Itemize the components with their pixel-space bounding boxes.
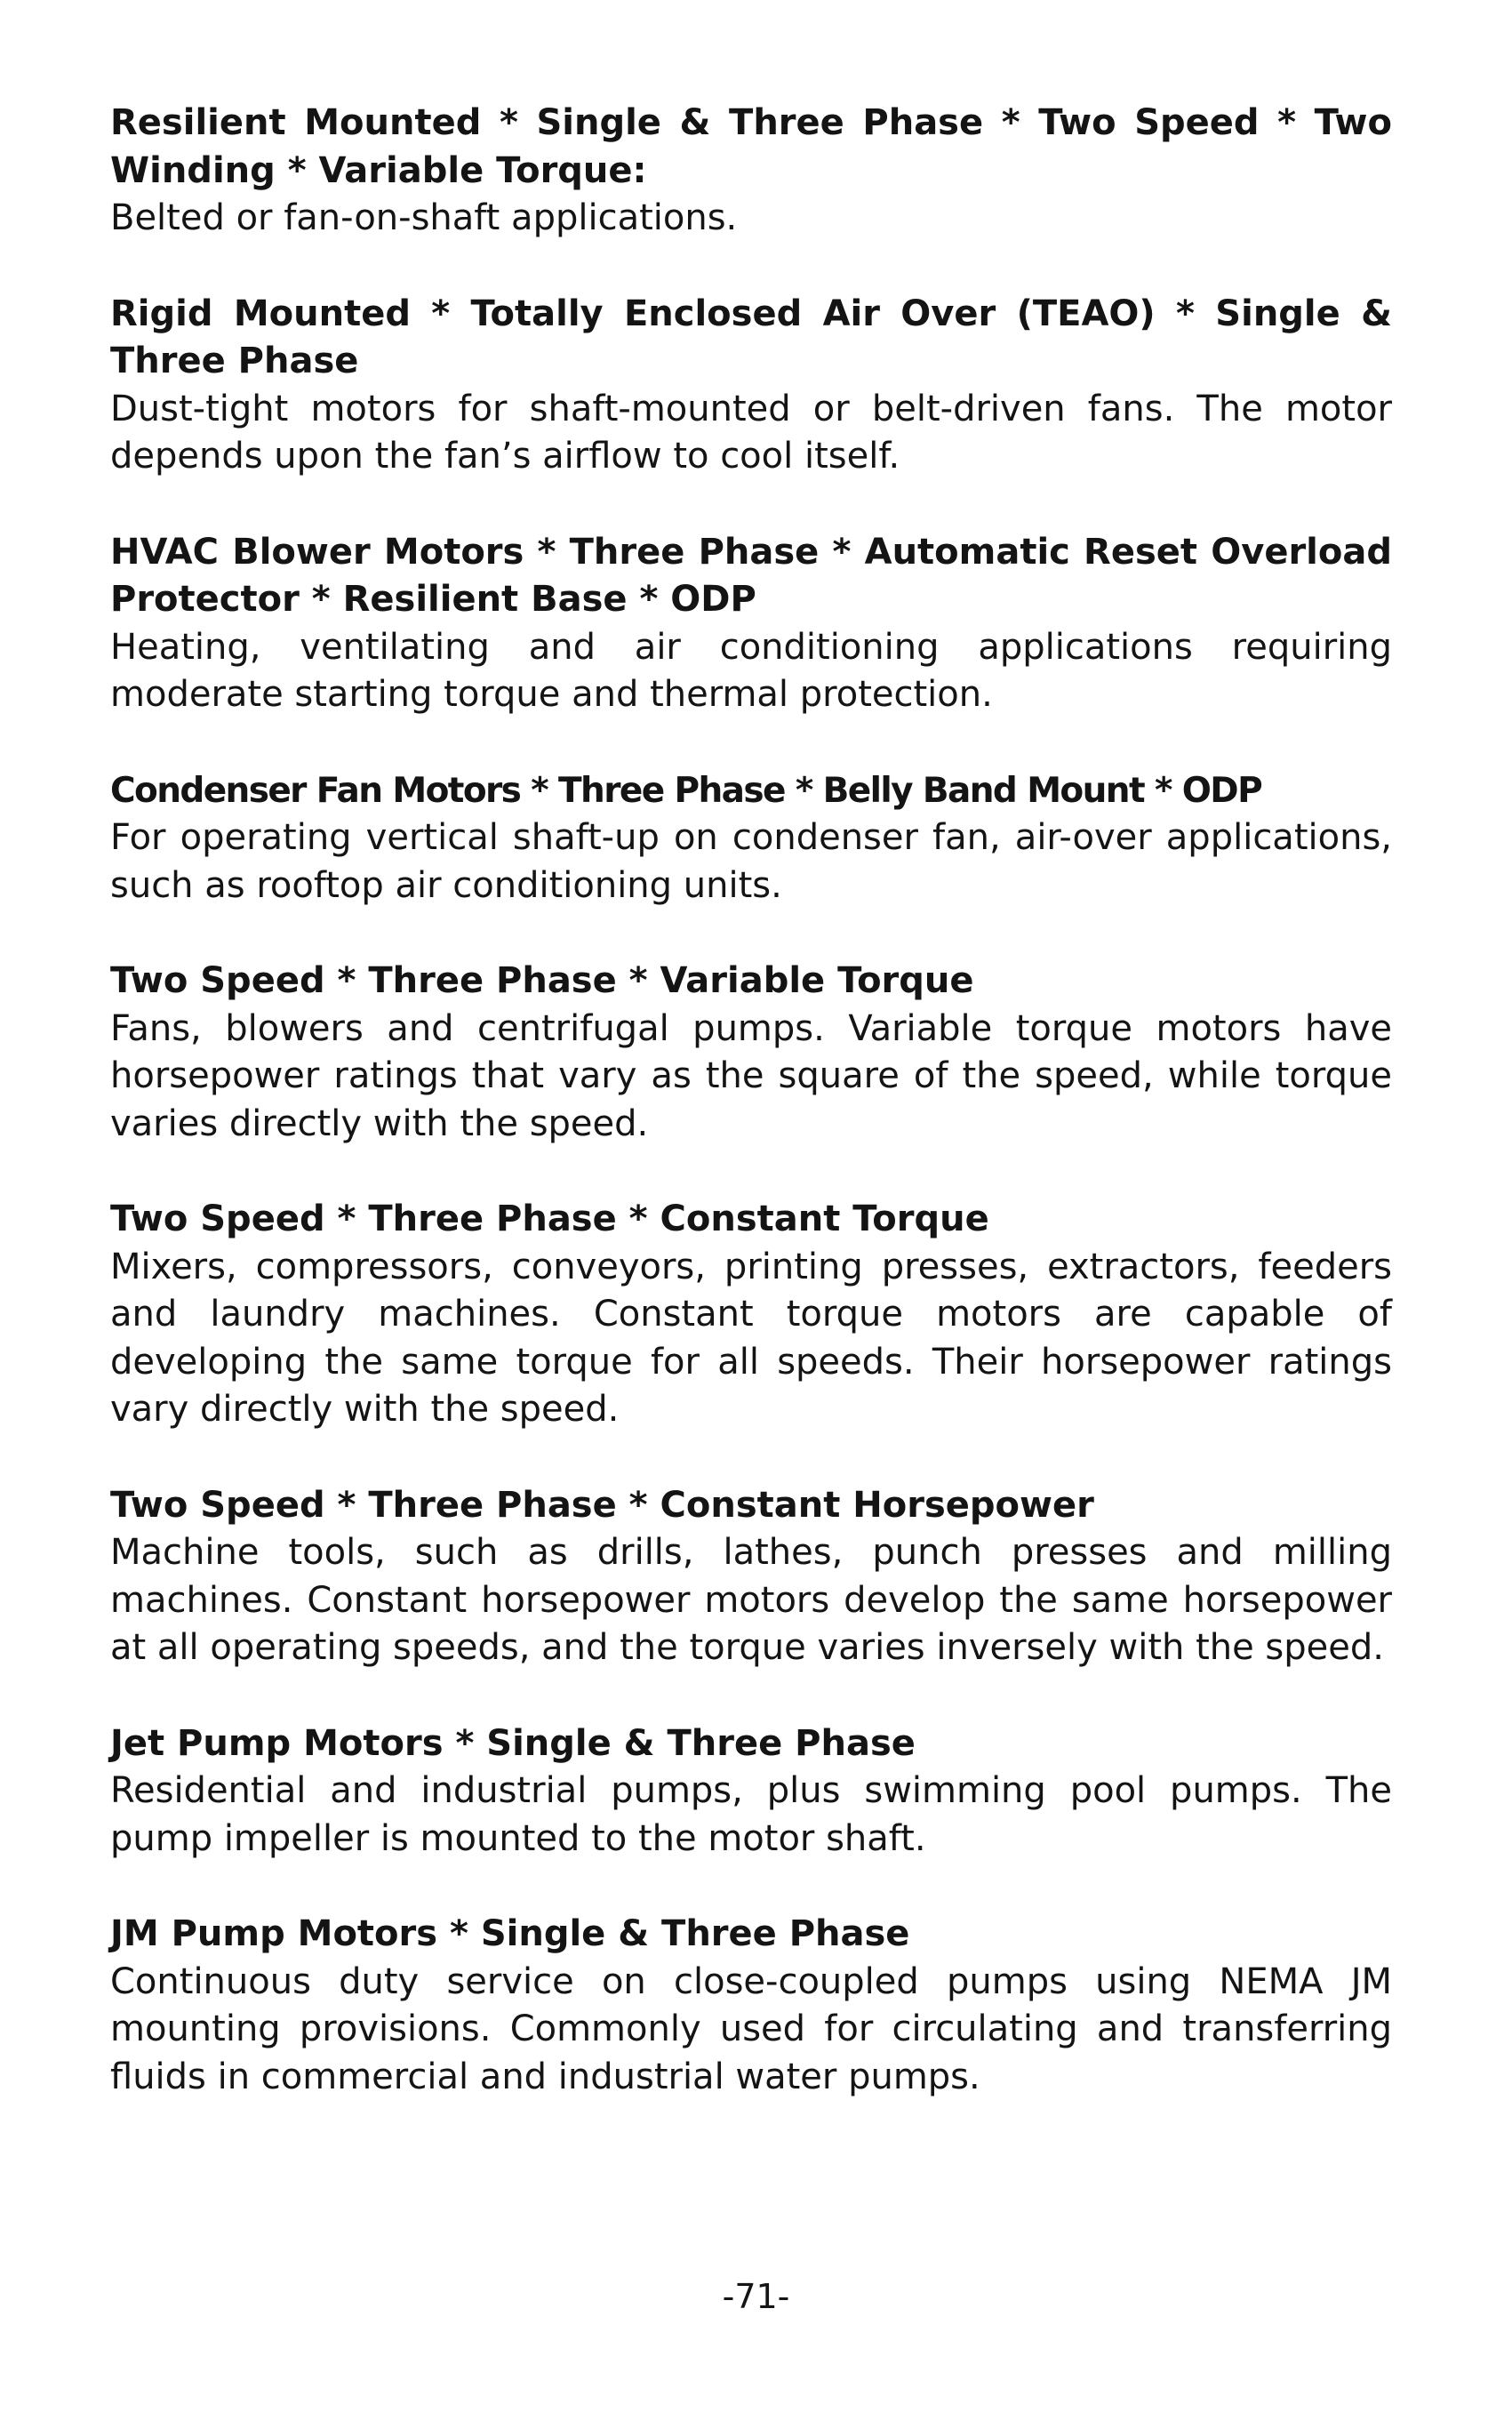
entry-body: Belted or fan-on-shaft applications.	[110, 197, 738, 238]
entry-body: For operating vertical shaft-up on condenser fan, air-over applications, such as rooftop air conditioning units.	[110, 817, 1392, 906]
entry-jm-pump-motors	[110, 1911, 1392, 2101]
entry-body: Machine tools, such as drills, lathes, punch presses and milling machines. Constant horsepower motors develop the same horsepower at all operating speeds, and the torque varies inversely with the speed.	[110, 1532, 1392, 1668]
entry-title: HVAC Blower Motors * Three Phase * Automatic Reset Overload Protector * Resilient Base * ODP	[110, 531, 1392, 620]
entry-title: Resilient Mounted * Single & Three Phase * Two Speed * Two Winding * Variable Torque:	[110, 102, 1392, 191]
entry-two-speed-constant-horsepower	[110, 1482, 1392, 1672]
entry-title: Two Speed * Three Phase * Variable Torque	[110, 960, 974, 1001]
page-number: -71-	[722, 2277, 790, 2316]
entry-title: Two Speed * Three Phase * Constant Horsepower	[110, 1484, 1094, 1526]
entry-title: Jet Pump Motors * Single & Three Phase	[110, 1722, 916, 1764]
entry-body: Heating, ventilating and air conditioning applications requiring moderate starting torque and thermal protection.	[110, 626, 1392, 715]
entry-title: Two Speed * Three Phase * Constant Torque	[110, 1198, 989, 1239]
entry-title: JM Pump Motors * Single & Three Phase	[110, 1913, 910, 1954]
entry-title: Condenser Fan Motors * Three Phase * Belly Band Mount * ODP	[110, 770, 1262, 811]
entry-body: Fans, blowers and centrifugal pumps. Variable torque motors have horsepower ratings that vary as the square of the speed, while torque varies directly with the speed.	[110, 1007, 1392, 1144]
entry-body: Residential and industrial pumps, plus swimming pool pumps. The pump impeller is mounted to the motor shaft.	[110, 1770, 1392, 1859]
entry-body: Dust-tight motors for shaft-mounted or belt-driven fans. The motor depends upon the fan’s airflow to cool itself.	[110, 388, 1392, 477]
entry-hvac-blower-motors	[110, 529, 1392, 719]
entry-title: Rigid Mounted * Totally Enclosed Air Over (TEAO) * Single & Three Phase	[110, 293, 1392, 381]
entry-jet-pump-motors	[110, 1720, 1392, 1864]
entry-body: Continuous duty service on close-coupled pumps using NEMA JM mounting provisions. Commonly used for circulating and transferring fluids in commercial and industrial water pumps.	[110, 1960, 1392, 2097]
entry-body: Mixers, compressors, conveyors, printing presses, extractors, feeders and laundry machines. Constant torque motors are capable of developing the same torque for all speeds. Their horsepower ratings vary directly with the speed.	[110, 1246, 1392, 1430]
entry-condenser-fan-motors	[110, 767, 1392, 910]
entry-two-speed-variable-torque	[110, 958, 1392, 1148]
entry-rigid-mounted-teao	[110, 291, 1392, 481]
document-page	[110, 100, 1392, 2149]
entry-two-speed-constant-torque	[110, 1196, 1392, 1434]
entry-resilient-mounted	[110, 100, 1392, 243]
